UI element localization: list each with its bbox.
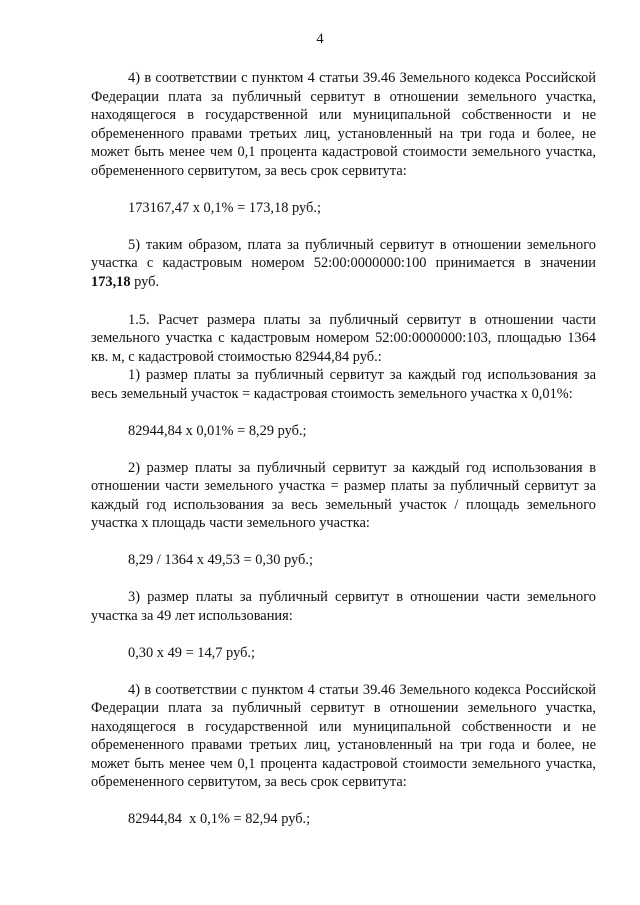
formula-min-fee-1: 173167,47 х 0,1% = 173,18 руб.; xyxy=(128,199,321,216)
paragraph-fee-conclusion xyxy=(91,236,596,292)
paragraph-min-fee-rule-2: 4) в соответствии с пунктом 4 статьи 39.46 Земельного кодекса Российской Федерации плата за публичный сервитут в отношении земельного участка, находящегося в государственной или муниципальной собственности и не обремененного правами третьих лиц, установленный на три года и более, не может быть менее чем 0,1 процента кадастровой стоимости земельного участка, обремененного сервитутом, за весь срок сервитута: xyxy=(91,681,596,790)
paragraph-step-2: 2) размер платы за публичный сервитут за каждый год использования в отношении части земельного участка = размер платы за публичный сервитут за каждый год использования за весь земельный участок / площадь земельного участка х площадь части земельного участка: xyxy=(91,459,596,531)
formula-step-3: 0,30 х 49 = 14,7 руб.; xyxy=(128,644,255,661)
conclusion-unit: руб. xyxy=(130,273,160,290)
conclusion-text: 5) таким образом, плата за публичный сервитут в отношении земельного участка с кадастровым номером 52:00:0000000:100 принимается в значении xyxy=(91,236,596,271)
formula-min-fee-2: 82944,84 х 0,1% = 82,94 руб.; xyxy=(128,811,311,827)
paragraph-step-1: 1) размер платы за публичный сервитут за каждый год использования за весь земельный участок = кадастровая стоимость земельного участка х 0,01%: xyxy=(91,367,596,402)
page-number: 4 xyxy=(316,31,324,47)
paragraph-section-1-5-heading: 1.5. Расчет размера платы за публичный сервитут в отношении части земельного участка с кадастровым номером 52:00:0000000:103, площадью 1364 кв. м, с кадастровой стоимостью 82944,84 руб.: xyxy=(91,311,596,365)
document-body xyxy=(91,69,596,829)
formula-step-2: 8,29 / 1364 х 49,53 = 0,30 руб.; xyxy=(128,552,313,568)
conclusion-amount: 173,18 xyxy=(91,273,131,290)
formula-step-1: 82944,84 х 0,01% = 8,29 руб.; xyxy=(128,422,307,439)
paragraph-step-3: 3) размер платы за публичный сервитут в отношении части земельного участка за 49 лет использования: xyxy=(91,589,596,624)
paragraph-min-fee-rule-1: 4) в соответствии с пунктом 4 статьи 39.46 Земельного кодекса Российской Федерации плата за публичный сервитут в отношении земельного участка, находящегося в государственной или муниципальной собственности и не обремененного правами третьих лиц, установленный на три года и более, не может быть менее чем 0,1 процента кадастровой стоимости земельного участка, обремененного сервитутом, за весь срок сервитута: xyxy=(91,70,596,179)
